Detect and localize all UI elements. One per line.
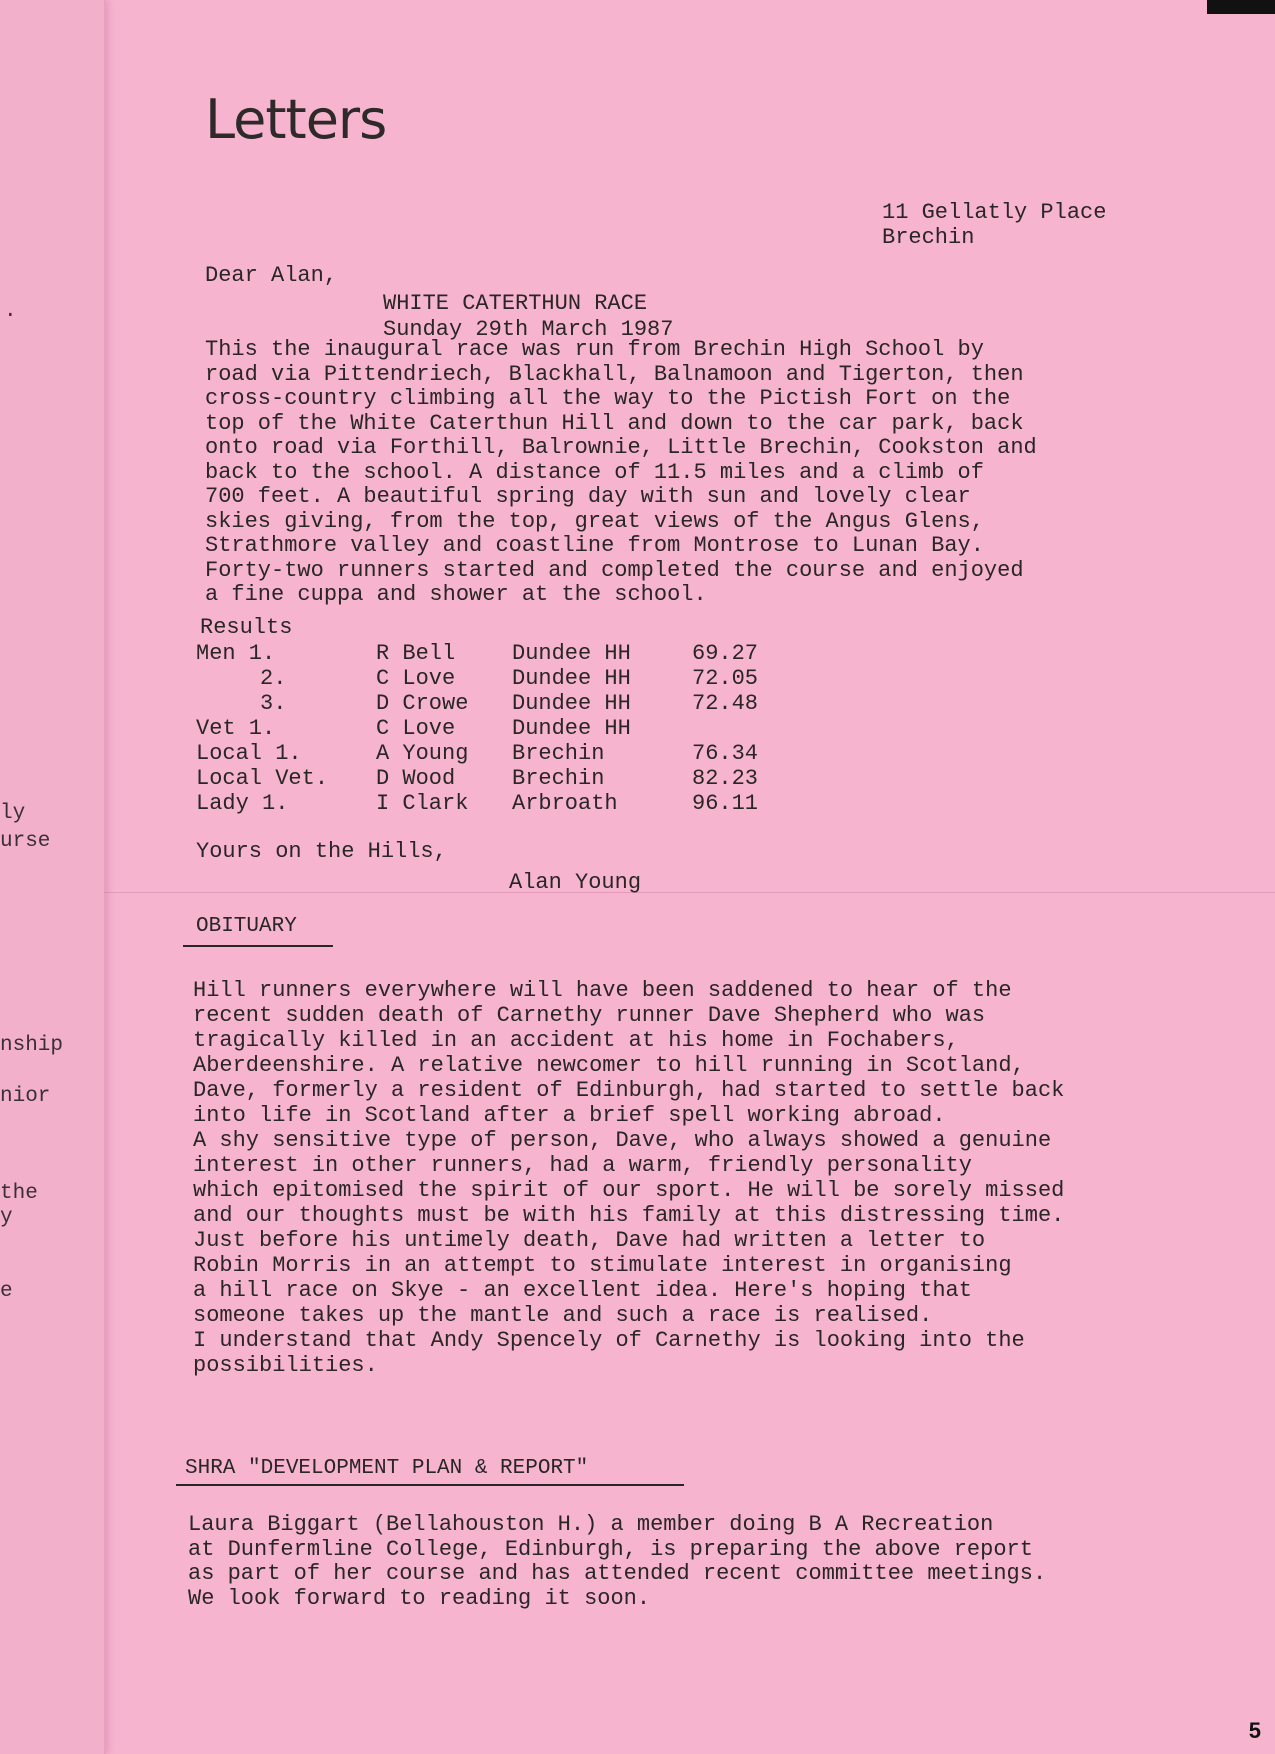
strip-fragment: e bbox=[0, 1280, 13, 1303]
text-line: into life in Scotland after a brief spell working abroad. bbox=[193, 1103, 946, 1128]
text-line: Strathmore valley and coastline from Montrose to Lunan Bay. bbox=[205, 533, 984, 558]
text-line: at Dunfermline College, Edinburgh, is preparing the above report bbox=[188, 1536, 1033, 1562]
table-row bbox=[196, 716, 758, 741]
text-line: Robin Morris in an attempt to stimulate interest in organising bbox=[193, 1253, 1012, 1278]
result-time: 76.34 bbox=[692, 741, 759, 766]
obituary-body bbox=[193, 978, 1064, 1378]
letter-closing: Yours on the Hills, bbox=[196, 839, 447, 864]
result-category: 3. bbox=[260, 691, 287, 716]
text-line: which epitomised the spirit of our sport. He will be sorely missed bbox=[193, 1178, 1065, 1203]
scan-edge-corner bbox=[1207, 0, 1275, 14]
text-line: 700 feet. A beautiful spring day with sun and lovely clear bbox=[205, 484, 971, 509]
strip-fragment: urse bbox=[0, 830, 51, 853]
text-line: and our thoughts must be with his family at this distressing time. bbox=[193, 1203, 1065, 1228]
result-time bbox=[692, 716, 758, 741]
text-line: cross-country climbing all the way to the Pictish Fort on the bbox=[205, 386, 1011, 411]
text-line: as part of her course and has attended recent committee meetings. bbox=[188, 1561, 1047, 1586]
result-runner: I Clark bbox=[376, 791, 469, 816]
text-line: recent sudden death of Carnethy runner Dave Shepherd who was bbox=[193, 1003, 986, 1028]
text-line: I understand that Andy Spencely of Carnethy is looking into the bbox=[193, 1328, 1025, 1353]
letter-signature: Alan Young bbox=[509, 870, 642, 895]
obituary-underline bbox=[183, 945, 333, 947]
result-club: Dundee HH bbox=[512, 641, 631, 666]
result-runner: R Bell bbox=[376, 641, 456, 666]
results-table bbox=[196, 641, 758, 816]
result-runner: D Wood bbox=[376, 766, 456, 791]
result-category: Local 1. bbox=[196, 741, 302, 766]
adjacent-page-strip bbox=[0, 0, 106, 1754]
text-line: a hill race on Skye - an excellent idea. Here's hoping that bbox=[193, 1278, 972, 1303]
table-row bbox=[196, 791, 758, 816]
result-club: Dundee HH bbox=[512, 691, 631, 716]
page-number: 5 bbox=[1248, 1718, 1261, 1743]
text-line: onto road via Forthill, Balrownie, Little Brechin, Cookston and bbox=[205, 435, 1037, 460]
race-title: WHITE CATERTHUN RACE bbox=[383, 291, 648, 316]
strip-fragment: ly bbox=[0, 802, 26, 825]
result-time: 69.27 bbox=[692, 641, 759, 666]
text-line: Laura Biggart (Bellahouston H.) a member doing B A Recreation bbox=[188, 1512, 994, 1537]
shra-section-title: SHRA "DEVELOPMENT PLAN & REPORT" bbox=[185, 1457, 589, 1480]
result-club: Brechin bbox=[512, 766, 605, 791]
text-line: A shy sensitive type of person, Dave, who always showed a genuine bbox=[193, 1128, 1052, 1153]
strip-fragment: nior bbox=[0, 1085, 51, 1108]
strip-fragment: y bbox=[0, 1206, 13, 1229]
result-time: 72.05 bbox=[692, 666, 759, 691]
address-line: 11 Gellatly Place bbox=[882, 200, 1107, 225]
letter-body bbox=[205, 338, 1037, 608]
shra-underline bbox=[176, 1484, 684, 1486]
result-club: Brechin bbox=[512, 741, 605, 766]
text-line: road via Pittendriech, Blackhall, Balnamoon and Tigerton, then bbox=[205, 361, 1024, 387]
result-runner: D Crowe bbox=[376, 691, 469, 716]
text-line: tragically killed in an accident at his home in Fochabers, bbox=[193, 1028, 959, 1053]
strip-fragment: the bbox=[0, 1182, 38, 1205]
result-runner: C Love bbox=[376, 666, 456, 691]
result-runner: C Love bbox=[376, 716, 456, 741]
text-line: interest in other runners, had a warm, friendly personality bbox=[193, 1153, 972, 1178]
strip-fragment: . bbox=[4, 300, 17, 323]
result-category: Lady 1. bbox=[196, 791, 289, 816]
race-date: Sunday 29th March 1987 bbox=[383, 317, 674, 342]
result-time: 82.23 bbox=[692, 766, 759, 791]
shra-body bbox=[188, 1513, 1046, 1611]
text-line: We look forward to reading it soon. bbox=[188, 1585, 651, 1611]
text-line: Just before his untimely death, Dave had written a letter to bbox=[193, 1228, 986, 1253]
text-line: top of the White Caterthun Hill and down to the car park, back bbox=[205, 410, 1024, 436]
text-line: Aberdeenshire. A relative newcomer to hill running in Scotland, bbox=[193, 1053, 1025, 1078]
result-time: 72.48 bbox=[692, 691, 759, 716]
result-time: 96.11 bbox=[692, 791, 759, 816]
address-line: Brechin bbox=[882, 225, 975, 250]
results-label: Results bbox=[200, 615, 293, 640]
text-line: Dave, formerly a resident of Edinburgh, had started to settle back bbox=[193, 1078, 1065, 1103]
text-line: Forty-two runners started and completed the course and enjoyed bbox=[205, 557, 1024, 583]
result-club: Arbroath bbox=[512, 791, 618, 816]
text-line: back to the school. A distance of 11.5 miles and a climb of bbox=[205, 459, 984, 485]
result-club: Dundee HH bbox=[512, 716, 631, 741]
text-line: Hill runners everywhere will have been saddened to hear of the bbox=[193, 978, 1012, 1003]
table-row bbox=[196, 766, 758, 791]
text-line: possibilities. bbox=[193, 1353, 378, 1378]
result-category: Local Vet. bbox=[196, 766, 329, 791]
table-row bbox=[196, 641, 758, 666]
result-runner: A Young bbox=[376, 741, 469, 766]
salutation: Dear Alan, bbox=[205, 263, 338, 288]
table-row bbox=[196, 666, 758, 691]
text-line: This the inaugural race was run from Brechin High School by bbox=[205, 337, 984, 362]
result-category: Vet 1. bbox=[196, 716, 276, 741]
result-category: Men 1. bbox=[196, 641, 276, 666]
result-club: Dundee HH bbox=[512, 666, 631, 691]
table-row bbox=[196, 741, 758, 766]
table-row bbox=[196, 691, 758, 716]
text-line: someone takes up the mantle and such a race is realised. bbox=[193, 1303, 933, 1328]
result-category: 2. bbox=[260, 666, 287, 691]
text-line: a fine cuppa and shower at the school. bbox=[205, 582, 707, 607]
obituary-title: OBITUARY bbox=[196, 915, 297, 938]
page-heading: Letters bbox=[205, 88, 387, 151]
sender-address bbox=[882, 200, 1106, 250]
text-line: skies giving, from the top, great views of the Angus Glens, bbox=[205, 508, 984, 534]
strip-fragment: nship bbox=[0, 1034, 64, 1057]
paper-fold-line bbox=[104, 892, 1275, 893]
